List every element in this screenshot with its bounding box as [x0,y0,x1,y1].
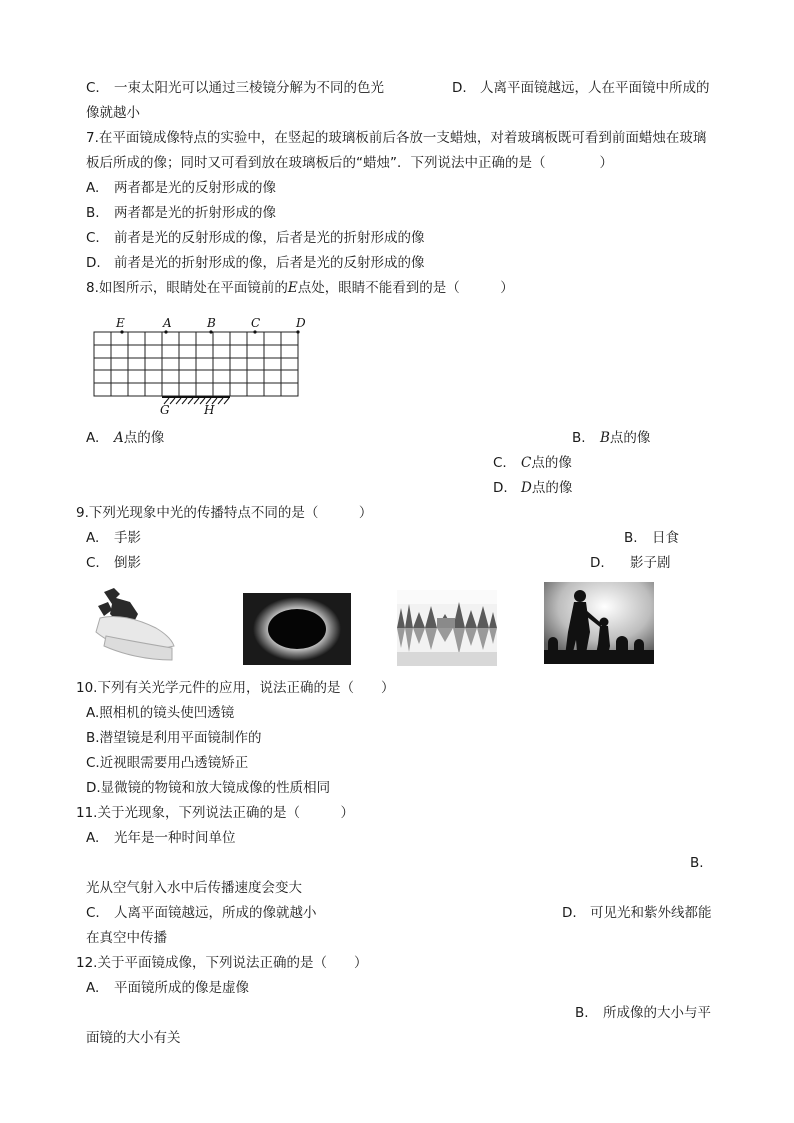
q11-option-a [86,829,236,847]
option-label: C. [86,230,100,246]
option-text: 前者是光的折射形成的像，后者是光的反射形成的像 [114,255,425,271]
point-label-e: E [116,316,125,330]
option-text: 一束太阳光可以通过三棱镜分解为不同的色光 [114,80,384,96]
option-text: 手影 [114,530,141,546]
reflection-photo [397,590,497,666]
option-text: 所成像的大小与平 [603,1005,711,1021]
q9-option-d [590,554,671,572]
option-text: 日食 [652,530,679,546]
point-label-b: B [207,316,216,330]
q11-option-b-label: B. [690,855,704,871]
q9-option-c [86,554,141,572]
option-text: 可见光和紫外线都能 [590,905,712,921]
option-label: D. [86,255,101,271]
option-label: D. [562,905,577,921]
q9-stem: 9.下列光现象中光的传播特点不同的是（ ） [76,505,373,521]
hand-shadow-photo [86,584,178,666]
option-text: 两者都是光的折射形成的像 [114,205,276,221]
point-label: D [521,480,532,496]
q7-option-d [86,254,425,272]
q11-option-d [562,904,712,922]
point-label-c: C [251,316,261,330]
option-label: C. [493,455,507,471]
q7-option-c [86,229,425,247]
q11-option-d-continued: 在真空中传播 [86,930,167,946]
shadow-play-photo [544,582,654,664]
q10-stem: 10.下列有关光学元件的应用，说法正确的是（ ） [76,680,395,696]
q8-stem [86,279,514,297]
option-text: 前者是光的反射形成的像，后者是光的折射形成的像 [114,230,425,246]
option-label: A. [86,430,100,446]
option-label: D. [493,480,508,496]
q6-option-c [86,79,384,97]
option-label: D. [452,80,467,96]
q10-option-c: C.近视眼需要用凸透镜矫正 [86,755,249,771]
q8-option-c [493,454,572,472]
point-label-a: A [163,316,172,330]
point-label-g: G [160,403,170,417]
option-text: 点的像 [531,480,573,496]
option-text: 两者都是光的反射形成的像 [114,180,276,196]
option-text: 倒影 [114,555,141,571]
q12-option-b-continued: 面镜的大小有关 [86,1030,181,1046]
point-label: C [521,455,532,471]
option-text: 影子剧 [630,555,671,571]
q9-option-b [624,529,679,547]
q7-stem-line1: 7.在平面镜成像特点的实验中，在竖起的玻璃板前后各放一支蜡烛，对着玻璃板既可看到前面蜡烛在玻璃 [86,130,707,146]
option-label: B. [86,205,100,221]
plane-mirror [162,397,230,404]
q10-option-b: B.潜望镜是利用平面镜制作的 [86,730,262,746]
option-text: 点的像 [531,455,572,471]
option-label: B. [575,1005,589,1021]
stem-text: 点处，眼睛不能看到的是（ ） [297,280,514,296]
option-label: C. [86,80,100,96]
option-label: C. [86,555,100,571]
q6-option-d-continued: 像就越小 [86,105,140,121]
point-label-h: H [204,403,215,417]
point-label: B [600,430,610,446]
option-text: 平面镜所成的像是虚像 [114,980,249,996]
solar-eclipse-photo [243,593,351,665]
q8-option-d [493,479,572,497]
q9-option-a [86,529,141,547]
option-text: 点的像 [123,430,165,446]
point-label: A [114,430,124,446]
stem-text: 8.如图所示，眼睛处在平面镜前的 [86,280,288,296]
option-text: 点的像 [609,430,651,446]
option-text: 人离平面镜越远，人在平面镜中所成的 [480,80,710,96]
q8-option-a [86,429,164,447]
q12-option-b [575,1004,711,1022]
option-label: A. [86,180,100,196]
option-label: C. [86,905,100,921]
q7-option-a [86,179,276,197]
q11-stem: 11.关于光现象，下列说法正确的是（ ） [76,805,354,821]
q7-option-b [86,204,276,222]
mirror-grid-figure [86,308,316,420]
q11-option-b-text: 光从空气射入水中后传播速度会变大 [86,880,302,896]
q6-option-d [452,79,710,97]
q12-option-a [86,979,249,997]
point-label-d: D [296,316,306,330]
q12-stem: 12.关于平面镜成像，下列说法正确的是（ ） [76,955,368,971]
q10-option-d: D.显微镜的物镜和放大镜成像的性质相同 [86,780,331,796]
option-label: A. [86,980,100,996]
option-text: 光年是一种时间单位 [114,830,236,846]
option-label: B. [572,430,586,446]
q10-option-a: A.照相机的镜头使凹透镜 [86,705,235,721]
q7-stem-line2: 板后所成的像；同时又可看到放在玻璃板后的“蜡烛”．下列说法中正确的是（ ） [86,155,613,171]
q8-option-b [572,429,650,447]
option-text: 人离平面镜越远，所成的像就越小 [114,905,317,921]
option-label: B. [624,530,638,546]
option-label: D. [590,555,605,571]
option-label: A. [86,530,100,546]
q11-option-c [86,904,317,922]
point-label: E [287,280,298,296]
option-label: A. [86,830,100,846]
